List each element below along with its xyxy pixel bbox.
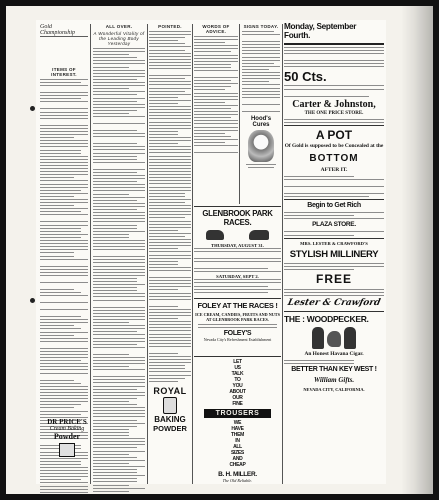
woodpecker-headline: THE : WOODPECKER. xyxy=(284,314,369,325)
glenbrook-races-ad: GLENBROOK PARK RACES. THURSDAY, AUGUST 31. SATURDAY, SEPT 2. xyxy=(194,206,281,294)
trousers-ad-word: CHEAP xyxy=(229,462,246,468)
column-1-header: ITEMS OF INTEREST. xyxy=(51,67,77,77)
woodpecker-illustration xyxy=(284,327,384,349)
foley-refreshments-ad: FOLEY AT THE RACES ! ICE CREAM, CANDIES, FRUITS AND NUTS AT GLENBROOK PARK RACES. FOLEY'S Nevada City's Refreshment Establishment xyxy=(194,298,281,352)
right-advertising-column: Monday, September Fourth. 50 Cts. Carter & Johnston, THE ONE PRICE STORE. A POT Of Gold is supposed to be Concealed at the BOTTOM AFTER IT. Begin to Get Rich PLAZA STORE. MRS. LESTER & CRAWFORD'S STYLISH MILLINERY FREE Lester & Crawford THE : WOODPECKER. An Honest Havana Cigar. BETTER THAN KEY WEST ! William Gifts. NEVADA CITY, CALIFORNIA. xyxy=(284,22,384,393)
trousers-ad-word: ALL xyxy=(233,444,242,450)
column-2-header: ALL OVER. xyxy=(105,24,133,29)
column-4 xyxy=(194,24,238,154)
trousers-ad-word: FINE xyxy=(232,401,243,407)
newspaper-page xyxy=(6,6,433,494)
trousers-ad-word: IN xyxy=(235,438,240,444)
trousers-ad-word: YOU xyxy=(232,383,243,389)
trousers-ad-word: OUR xyxy=(232,395,243,401)
trousers-ad-word: THEM xyxy=(231,432,244,438)
column-5 xyxy=(242,24,280,114)
column-rule xyxy=(90,24,91,484)
price-headline: 50 Cts. xyxy=(284,69,327,85)
column-rule xyxy=(192,24,193,484)
page-edge-shadow xyxy=(401,6,433,494)
column-rule xyxy=(282,24,283,484)
free-headline: FREE xyxy=(315,271,352,286)
column-4-header: WORDS OF ADVICE. xyxy=(202,24,230,34)
top-banner: Monday, September Fourth. xyxy=(284,22,357,40)
column-1-masthead: Gold Championship xyxy=(40,24,76,36)
begin-to-get-rich: Begin to Get Rich xyxy=(307,202,361,210)
column-3-text xyxy=(149,31,191,382)
column-3-header: POINTED. xyxy=(158,24,182,29)
trousers-ad-word: US xyxy=(234,365,241,371)
royal-baking-powder-ad: ROYAL BAKING POWDER xyxy=(153,386,187,433)
trousers-ad-word: TALK xyxy=(231,371,244,377)
column-2-lead: A Wonderful Vitality of the Leading Body Yesterday xyxy=(93,31,145,46)
man-with-cigar-icon xyxy=(312,327,324,349)
trousers-ad: LET US TALK TO YOU ABOUT OUR FINE TROUSERS WE HAVE THEM IN ALL SIZES AND CHEAP B. H. MILLER. The Old Reliable. xyxy=(194,356,281,486)
trousers-ad-word: SIZES xyxy=(231,450,244,456)
man-with-cigar-icon xyxy=(344,327,356,349)
horse-rider-icon xyxy=(206,230,224,240)
trousers-ad-word: LET xyxy=(233,359,242,365)
pot-of-gold-title: A POT xyxy=(315,127,353,142)
sulky-horse-icon xyxy=(249,230,269,240)
column-2-text xyxy=(93,48,145,494)
trousers-ad-word: AND xyxy=(232,456,243,462)
dr-prices-baking-powder-ad: DR PRICE'S Cream Baking Powder xyxy=(42,418,92,470)
column-2 xyxy=(93,24,145,494)
woodpecker-bird-icon xyxy=(327,331,341,347)
store-name: Carter & Johnston, xyxy=(292,98,376,110)
trousers-ad-word: ABOUT xyxy=(229,389,246,395)
trousers-ad-word: HAVE xyxy=(231,426,244,432)
column-rule xyxy=(239,24,240,204)
handwritten-signature: Lester & Crawford xyxy=(286,298,382,309)
bullet-mark xyxy=(30,106,35,111)
bullet-mark xyxy=(30,298,35,303)
racing-horses-illustration xyxy=(194,230,281,240)
column-3 xyxy=(149,24,191,382)
column-5-header: SIGNS TODAY. xyxy=(243,24,279,29)
baking-powder-can-icon xyxy=(163,397,177,414)
baking-powder-can-icon xyxy=(59,443,75,457)
portrait-engraving xyxy=(248,130,274,162)
hoods-cures-ad: Hood's Cures xyxy=(242,116,280,194)
column-5-text xyxy=(242,31,280,114)
trousers-ad-word: TO xyxy=(234,377,241,383)
column-4-text xyxy=(194,36,238,153)
column-rule xyxy=(147,24,148,484)
stylish-millinery: STYLISH MILLINERY xyxy=(289,248,379,260)
trousers-ad-word: WE xyxy=(233,420,242,426)
